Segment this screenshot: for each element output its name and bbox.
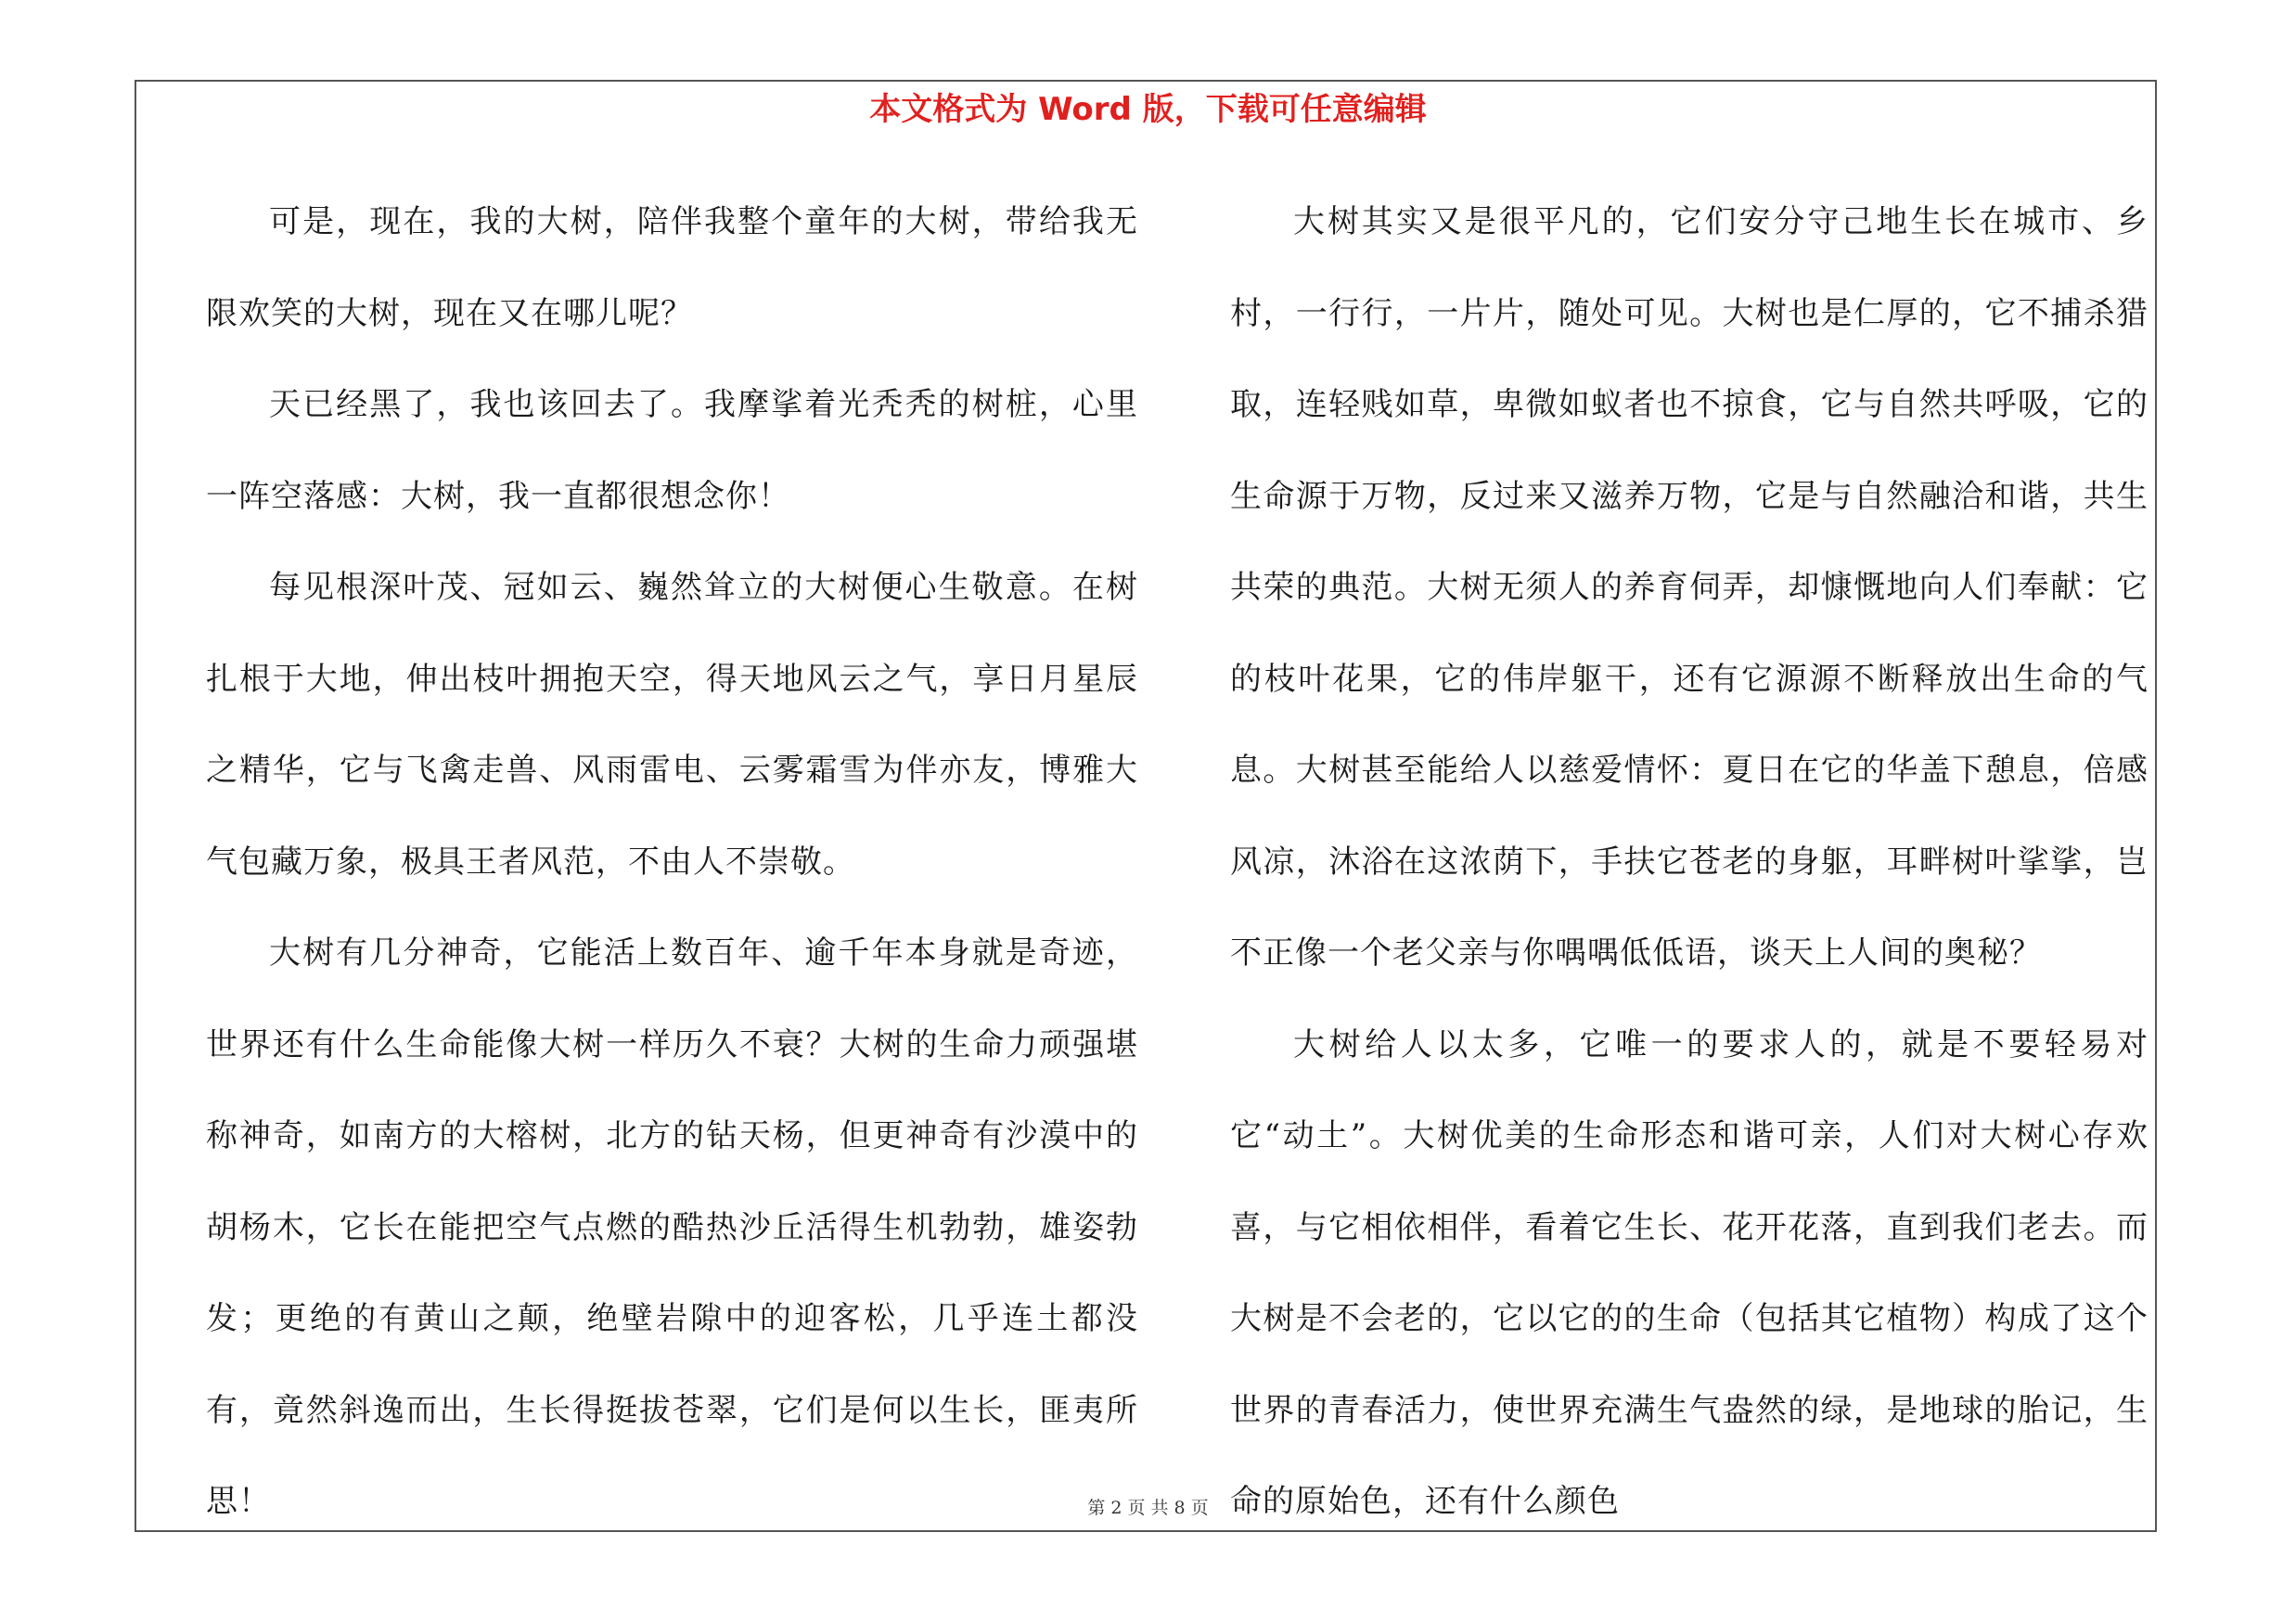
left-column [206, 176, 1138, 1548]
paragraph: 可是，现在，我的大树，陪伴我整个童年的大树，带给我无限欢笑的大树，现在又在哪儿呢？ [206, 203, 1138, 332]
paragraph: 每见根深叶茂、冠如云、巍然耸立的大树便心生敬意。在树扎根于大地，伸出枝叶拥抱天空，得天地风云之气，享日月星辰之精华，它与飞禽走兽、风雨雷电、云雾霜雪为伴亦友，博雅大气包藏万象，极具王者风范，不由人不崇敬。 [206, 569, 1138, 881]
document-header: 本文格式为 Word 版，下载可任意编辑 [869, 91, 1427, 128]
paragraph: 天已经黑了，我也该回去了。我摩挲着光秃秃的树桩，心里一阵空落感：大树，我一直都很想念你！ [206, 386, 1138, 515]
paragraph: 大树有几分神奇，它能活上数百年、逾千年本身就是奇迹，世界还有什么生命能像大树一样历久不衰？大树的生命力顽强堪称神奇，如南方的大榕树，北方的钻天杨，但更神奇有沙漠中的胡杨木，它长在能把空气点燃的酷热沙丘活得生机勃勃，雄姿勃发；更绝的有黄山之颠，绝壁岩隙中的迎客松，几乎连土都没有，竟然斜逸而出，生长得挺拔苍翠，它们是何以生长，匪夷所思！ [206, 934, 1138, 1520]
page-number: 第 2 页 共 8 页 [1087, 1498, 1209, 1518]
right-column [1230, 176, 2148, 1548]
paragraph: 大树其实又是很平凡的，它们安分守己地生长在城市、乡村，一行行，一片片，随处可见。大树也是仁厚的，它不捕杀猎取，连轻贱如草，卑微如蚁者也不掠食，它与自然共呼吸，它的生命源于万物，反过来又滋养万物，它是与自然融洽和谐，共生共荣的典范。大树无须人的养育伺弄，却慷慨地向人们奉献：它的枝叶花果，它的伟岸躯干，还有它源源不断释放出生命的气息。大树甚至能给人以慈爱情怀：夏日在它的华盖下憩息，倍感风凉，沐浴在这浓荫下，手扶它苍老的身躯，耳畔树叶挲挲，岂不正像一个老父亲与你喁喁低低语，谈天上人间的奥秘？ [1230, 203, 2148, 972]
paragraph: 大树给人以太多，它唯一的要求人的，就是不要轻易对它“动土”。大树优美的生命形态和谐可亲，人们对大树心存欢喜，与它相依相伴，看着它生长、花开花落，直到我们老去。而大树是不会老的，它以它的的生命（包括其它植物）构成了这个世界的青春活力，使世界充满生气盎然的绿，是地球的胎记，生命的原始色，还有什么颜色 [1230, 1025, 2148, 1520]
